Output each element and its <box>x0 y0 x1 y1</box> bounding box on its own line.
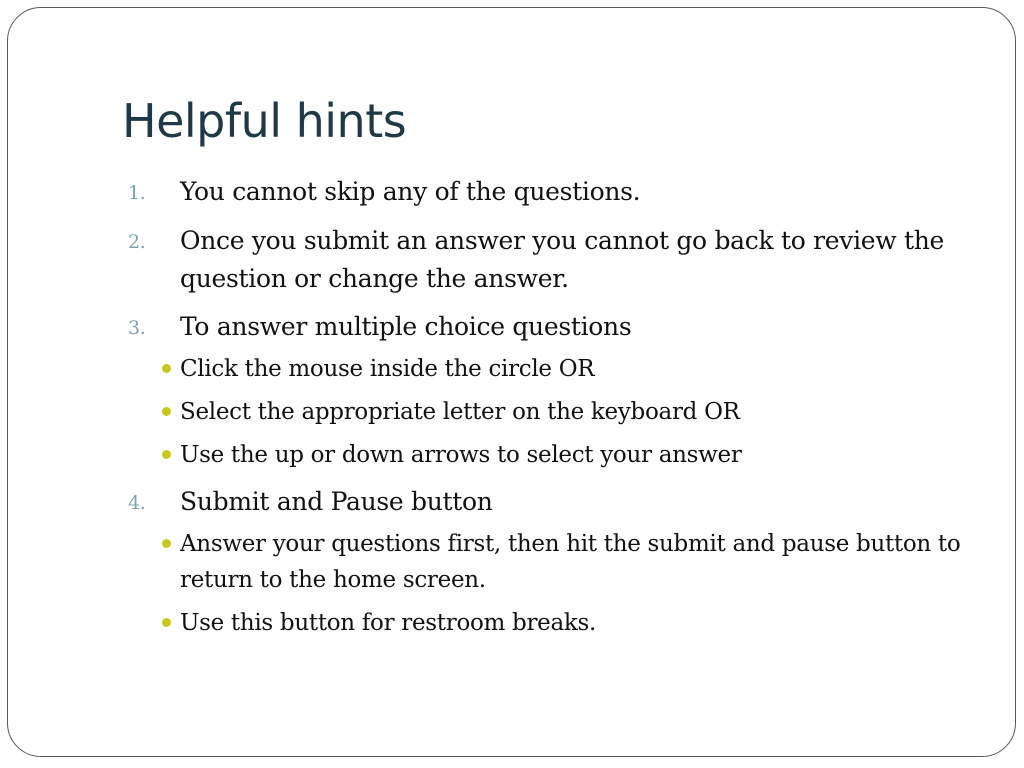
hint-number: 1. <box>128 182 146 204</box>
hint-item-4 <box>128 483 968 522</box>
hint-number: 2. <box>128 231 146 253</box>
hint-number: 3. <box>128 317 146 339</box>
slide-title: Helpful hints <box>122 94 407 148</box>
sub-hint-text: Use the up or down arrows to select your answer <box>180 442 742 468</box>
hint-item-1 <box>128 173 968 212</box>
hint-text: To answer multiple choice questions <box>180 312 632 341</box>
sub-hint-text: Select the appropriate letter on the keyboard OR <box>180 399 740 425</box>
hint-list <box>128 173 968 648</box>
slide-frame <box>7 7 1016 757</box>
bullet-dot-icon <box>160 605 182 641</box>
hint-number: 4. <box>128 492 146 514</box>
bullet-dot-icon <box>160 526 182 562</box>
sub-hint-text: Use this button for restroom breaks. <box>180 610 597 636</box>
hint-item-2 <box>128 222 968 298</box>
sub-hint-item <box>160 394 968 430</box>
sub-hint-item <box>160 351 968 387</box>
hint-text: Submit and Pause button <box>180 487 493 516</box>
sub-hint-item <box>160 605 968 641</box>
sub-hint-item <box>160 437 968 473</box>
bullet-dot-icon <box>160 394 182 430</box>
bullet-dot-icon <box>160 437 182 473</box>
sub-hint-text: Click the mouse inside the circle OR <box>180 356 595 382</box>
hint-item-3 <box>128 308 968 347</box>
sub-hint-text: Answer your questions first, then hit the submit and pause button to return to the home screen. <box>180 531 961 593</box>
sub-hint-item <box>160 526 968 598</box>
bullet-dot-icon <box>160 351 182 387</box>
hint-text: You cannot skip any of the questions. <box>180 177 641 206</box>
hint-text: Once you submit an answer you cannot go back to review the question or change the answer. <box>180 226 945 293</box>
